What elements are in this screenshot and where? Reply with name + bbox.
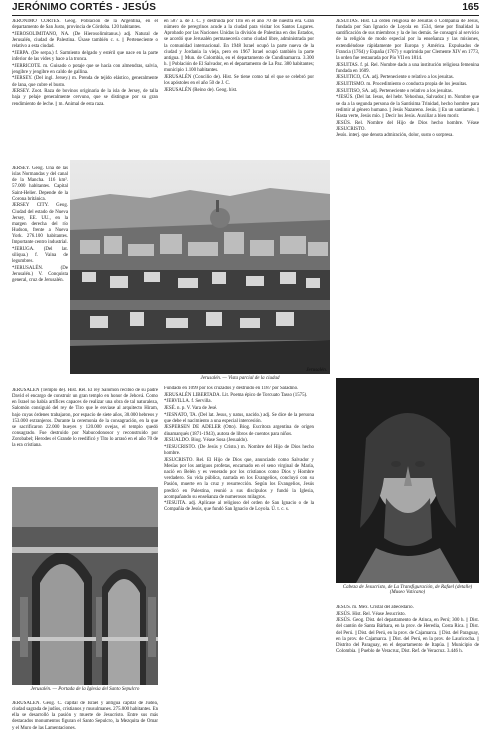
entry: *JESNATO, TA. (Del lat. Jesus, y natus, nacido.) adj. Se dice de la persona que debe el nacimiento a una especial intercesión. bbox=[164, 412, 314, 424]
entry: *JERUGA. (Del lat. siliqua.) f. Vaina de legumbres. bbox=[12, 247, 68, 265]
column-3-bottom bbox=[336, 605, 479, 749]
entry: JESPERSEN DE ADELER (Otto). Biog. Escritora argentina de origen dinamarqués (1871-1943), autora de libros de cuentos para niños. bbox=[164, 425, 314, 437]
column-2-main bbox=[164, 386, 314, 749]
entry: JESÚS. m. Mex. Cristal del abecedario. bbox=[336, 605, 414, 610]
running-head: JERÓNIMO CORTÉS - JESÚS bbox=[12, 2, 157, 13]
jesus-portrait-photo bbox=[336, 378, 479, 583]
column-1-top bbox=[12, 19, 158, 164]
entry: *JERVILLA. f. Servilla. bbox=[164, 399, 212, 405]
entry: JESUITAS. Hist. La orden religiosa de Jesuitas o Compañía de Jesús, fundada por San Ignacio de Loyola en 1534, tiene por finalidad la santificación de sus miembros y la de los demás. Se consagró al servicio de la religión de modo especial por la enseñanza y las misiones, extendiéndose rápidamente por Europa y América. Expulsados de Francia (1764) y España (1767) y suprimida por Clemente XIV en 1773, la orden fue restaurada por Pío VII en 1814. bbox=[336, 19, 479, 61]
running-header bbox=[12, 2, 479, 16]
church-photo-caption: Jerusalén. — Portada de la Iglesia del Santo Sepulcro bbox=[30, 687, 140, 692]
entry: en 587 a. de J. C. y destruida por Tito en el año 70 de nuestra era. Gran número de peregrinos acude a la ciudad para visitar los Santos Lugares. Aprobado por las Naciones Unidas la división de Palestina en dos Estados, se acordó que Jerusalén permanecería como ciudad libre, administrada por la comunidad internacional. En 1948 Israel ocupó la parte nueva de la ciudad y Jordania la vieja, pero en 1967 Israel ocupó también la parte antigua. || Mun. de Colombia, en el departamento de Cundinamarca. 3.300 h. || Población de El Salvador, en el departamento de La Paz. 380 habitantes; municipio 1.100 habitantes. bbox=[164, 19, 314, 74]
column-2-top bbox=[164, 19, 314, 159]
entry: JESUITICO, CA. adj. Perteneciente o relativo a los jesuitas. bbox=[336, 75, 454, 81]
entry: JESUITAS. f. pl. Rel. Nombre dado a una institución religiosa femenina fundada en 1609. bbox=[336, 62, 479, 74]
entry: JERUSALÉN (Reino de). Geog. hist. bbox=[164, 87, 238, 93]
page-number: 165 bbox=[462, 2, 479, 13]
header-rule bbox=[12, 15, 479, 16]
entry: JERÓNIMO CORTÉS. Geog. Población de la Argentina, en el departamento de San Justo, provincia de Córdoba. 120 habitantes. bbox=[12, 19, 158, 31]
entry: *JERRICOTE. m. Guisado o potaje que se hacía con almendras, salvia, jengibre y jengibre en caldo de gallina. bbox=[12, 63, 158, 75]
entry: JERSEY. Zoot. Raza de bovinos originaria de la isla de Jersey, de talla baja y pelaje generalmente cervuno, que se distingue por su gran rendimiento de leche. || m. Animal de esta raza. bbox=[12, 89, 158, 107]
entry: JERSEY CITY. Geog. Ciudad del estado de Nueva Jersey, EE. UU., en la margen derecha del río Hudson, frente a Nueva York. 276.100 habitantes. Importante centro industrial. bbox=[12, 203, 68, 246]
entry: JESÚS. Geog. Dist. del departamento de Atinca, en Perú; 300 h. || Dist. del cantón de Santa Bárbara, en la prov. de Heredia, Costa Rica. || Dist. del Perú. || Dist. del Perú, en la prov. de Cajamarca. || Dist. del Paraguay, en la prov. de Cajamarca. || Dist. del Perú, en la prov. de Lauricocha. || Distrito del Paraguay, en el departamento de Itapúa. || Municipio de Colombia. || Pueblo de Veracruz, Dist. Ref. de Veracruz. 3.446 h. bbox=[336, 618, 479, 655]
entry: JESUCRISTO. Rel. El Hijo de Dios que, anunciado como Salvador y Mesías por los antiguos profetas, encarnado en el seno virginal de María, nació en Belén y es venerado por los cristianos como Dios y Hombre verdadero. Su vida pública, narrada en los Evangelios, concluyó con su Pasión, muerte en la cruz y resurrección. Según los Evangelios, Jesús predicó en Palestina, reunió a sus discípulos y fundó la Iglesia, acompañando su enseñanza de numerosos milagros. bbox=[164, 457, 314, 500]
holy-sepulchre-photo bbox=[12, 487, 158, 685]
entry: *JEROSOLIMITANO, NA. (De Hierosolimitanus.) adj. Natural de Jerusalén, ciudad de Palestina. Úsase también c. s. || Perteneciente o relativo a esta ciudad. bbox=[12, 31, 158, 50]
entry: *JERSEY. (Del ingl. Jersey.) m. Prenda de tejido elástico, generalmente de lana, que cubre el busto. bbox=[12, 76, 158, 88]
entry: *JESUITA. adj. Aplícase al religioso del orden de San Ignacio o de la Compañía de Jesús, que fundó San Ignacio de Loyola. Ú. t. c. s. bbox=[164, 501, 314, 513]
entry: JESÚS. Hist. Rel. Véase Jesucristo. bbox=[336, 611, 406, 617]
entry: *JESUCRISTO. (De Jesús y Cristo.) m. Nombre del Hijo de Dios hecho hombre. bbox=[164, 444, 314, 457]
city-photo-caption: Jerusalén. — Vista parcial de la ciudad bbox=[200, 376, 280, 381]
city-photo-image bbox=[70, 160, 330, 374]
entry: *JERUSALÉN. (De Jerusalén.) V. Conquista general, cruz de Jerusalén. bbox=[12, 266, 68, 284]
entry: JESUITISMO. m. Procedimiento o conducta propia de los jesuitas. bbox=[336, 82, 468, 88]
entry: Fundado en 1099 por los cruzados y destruido en 1187 por Saladino. bbox=[164, 386, 299, 391]
entry: JESUITISO, SA. adj. Perteneciente o relativo a los jesuitas. bbox=[336, 88, 453, 94]
portrait-caption: Cabeza de Jesucristo, de La Transfiguración, de Rafael (detalle) (Museo Vaticano) bbox=[342, 585, 473, 595]
entry: *JERPA. (De serpa.) f. Sarmiento delgado y estéril que nace en la parte inferior de las vides y hace a la tronca. bbox=[12, 50, 158, 62]
entry: *JESÚS. (Del lat. Iesus, del hebr. Yehoshua, Salvador.) m. Nombre que se da a la segunda persona de la Santísima Trinidad, hecho hombre para redimir al género humano. || Jesús Nazareno. Jesús. || En un santiamén. || Hasta verte, Jesús mío. || Decir los Jesús. Auxiliar a bien morir. bbox=[336, 95, 479, 119]
jerusalem-city-photo bbox=[70, 160, 330, 374]
column-1-bottom bbox=[12, 388, 158, 485]
entry: Jesús. interj. que denota admiración, dolor, susto o sorpresa. bbox=[336, 133, 454, 139]
entry: JERSEY. Geog. Una de las islas Normandas y del canal de la Mancha. 116 km². 57.000 habitantes. Capital Saint-Helier. Depende de la Corona británica. bbox=[12, 166, 68, 202]
entry: JERUSALÉN (Templo de). Hist. Rel. El rey Salomón recibió de su padre David el encargo de construir un gran templo en honor de Jehová. Como en Israel no había artífices capaces de realizar una obra de tal naturaleza, Salomón consiguió del rey de Tiro que le enviase al arquitecto Hiram, bajo cuyas órdenes trabajaron, por espacio de siete años, 30.000 hebreos y 153.000 extranjeros. Durante la ceremonia de la consagración, en la que se sacrificaron 22.000 bueyes y 120.000 ovejas, el templo quedó consagrado. Fue destruido por Nabucodonosor y reconstruido por Zorobabel; Herodes el Grande lo reedificó y Tito lo arrasó en el año 70 de la era cristiana. bbox=[12, 388, 158, 449]
church-photo-image bbox=[12, 487, 158, 685]
city-photo-tag: Jerusalén. bbox=[306, 368, 327, 373]
entry: JERUSALÉN LIBERTADA. Lit. Poema épico de Torcuato Tasso (1575). bbox=[164, 392, 308, 398]
entry: JERUSALÉN (Concilio de). Hist. Se tiene como tal el que se celebró por los apóstoles en el año 50 de J. C. bbox=[164, 74, 314, 87]
entry: JESÉ. n. p. V. Vara de Jesé. bbox=[164, 405, 218, 411]
column-1-final bbox=[12, 701, 158, 749]
entry: JESUALDO. Biog. Véase Sosa (Jesualdo). bbox=[164, 438, 248, 444]
column-1-mid bbox=[12, 166, 68, 374]
column-3-top bbox=[336, 19, 479, 374]
entry: JERUSALÉN. Geog. C. capital de Israel y antigua capital de Judea, ciudad sagrada de judíos, cristianos y musulmanes. 275.000 habitantes. En ella se desarrolló la pasión y muerte de Jesucristo. Entre sus más destacados monumentos figuran el Santo Sepulcro, la Mezquita de Omar y el Muro de las Lamentaciones. bbox=[12, 701, 158, 731]
portrait-image bbox=[336, 378, 479, 583]
entry: JESÚS. Rel. Nombre del Hijo de Dios hecho hombre. Véase JESUCRISTO. bbox=[336, 120, 479, 132]
